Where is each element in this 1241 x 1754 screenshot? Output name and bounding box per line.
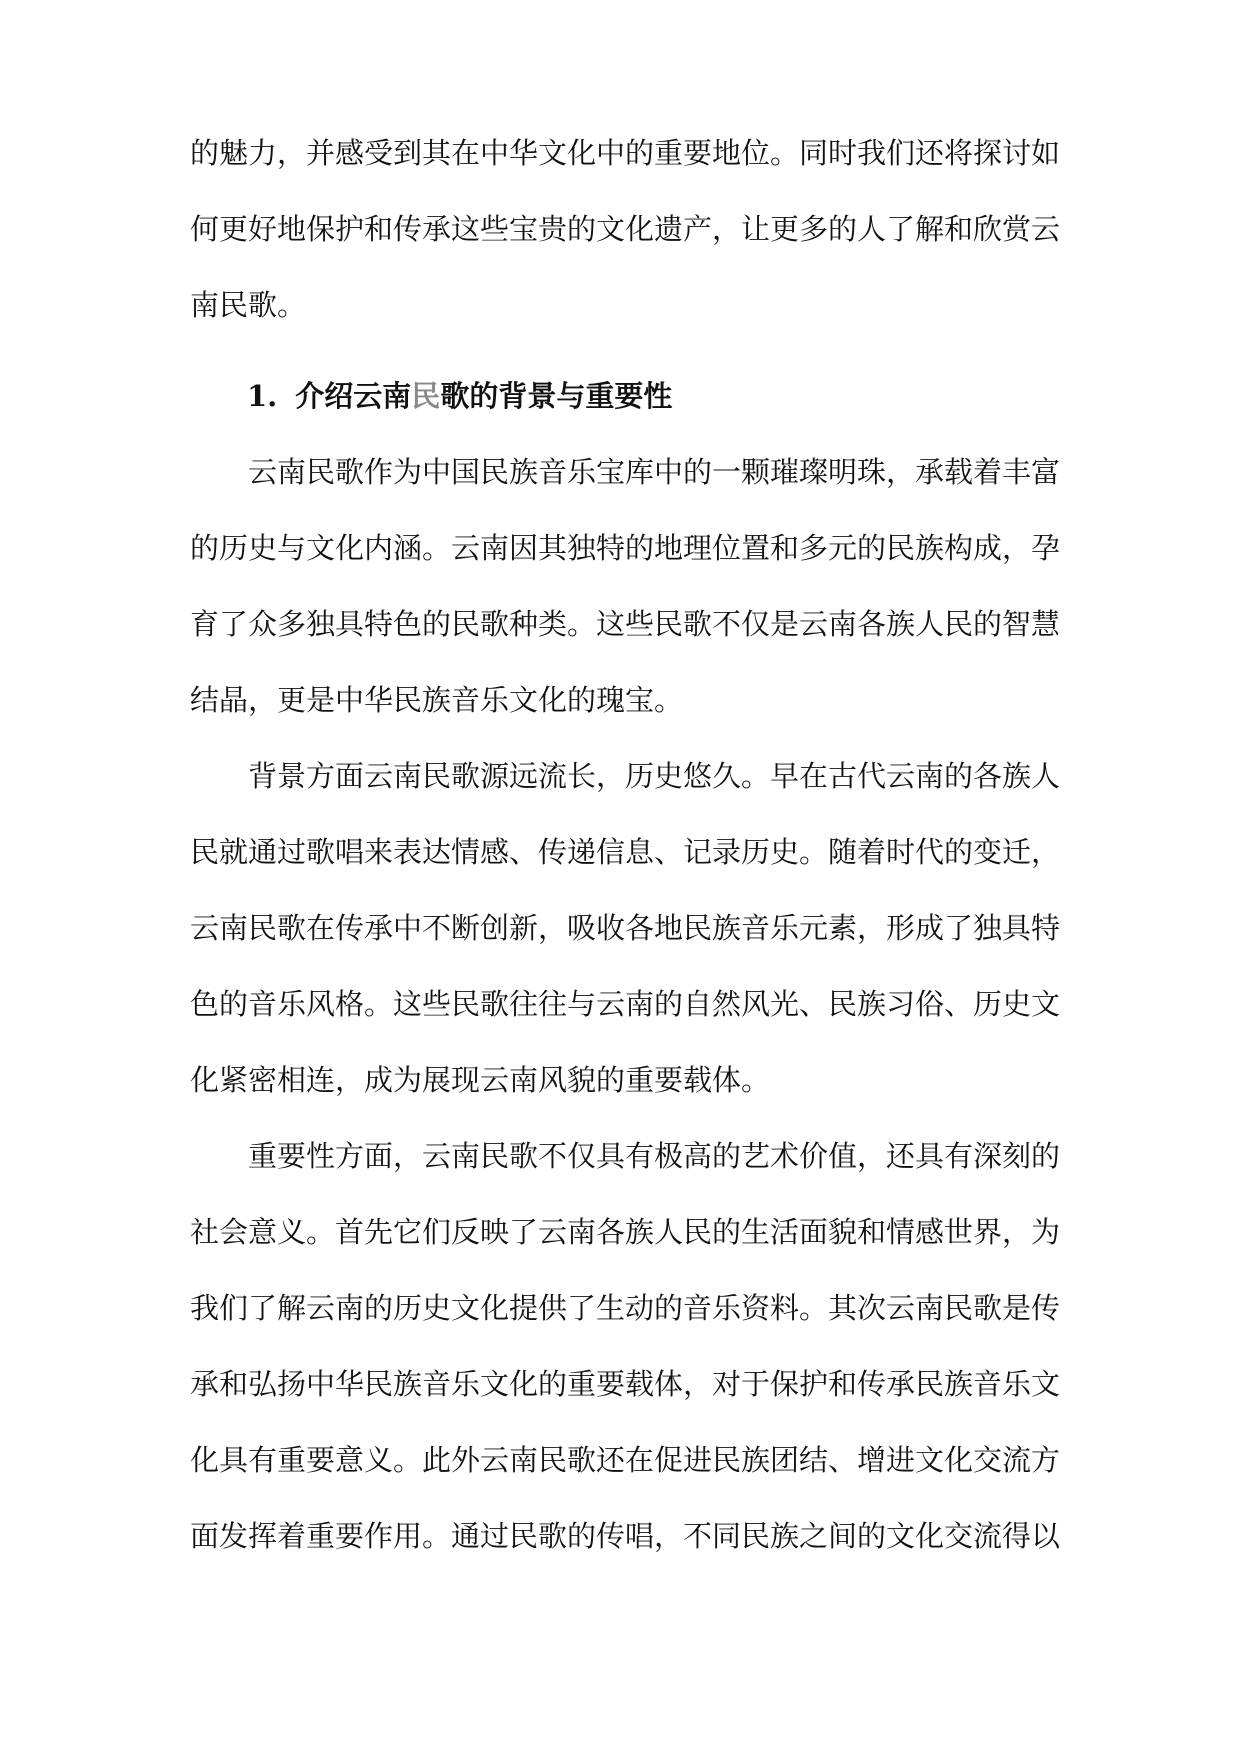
text-line: 社会意义。首先它们反映了云南各族人民的生活面貌和情感世界，为 (190, 1215, 1061, 1249)
text-line: 我们了解云南的历史文化提供了生动的音乐资料。其次云南民歌是传 (190, 1291, 1061, 1325)
text-line: 云南民歌作为中国民族音乐宝库中的一颗璀璨明珠，承载着丰富 (248, 455, 1061, 489)
heading-text-part: 歌的背景与重要性 (440, 379, 673, 413)
text-line: 化紧密相连，成为展现云南风貌的重要载体。 (190, 1063, 771, 1097)
section-heading (247, 378, 672, 414)
text-line: 何更好地保护和传承这些宝贵的文化遗产，让更多的人了解和欣赏云 (190, 212, 1061, 246)
text-line: 南民歌。 (190, 288, 307, 322)
text-line: 色的音乐风格。这些民歌往往与云南的自然风光、民族习俗、历史文 (190, 987, 1061, 1021)
text-line: 的魅力，并感受到其在中华文化中的重要地位。同时我们还将探讨如 (190, 136, 1061, 170)
text-line: 云南民歌在传承中不断创新，吸收各地民族音乐元素，形成了独具特 (190, 911, 1061, 945)
text-line: 面发挥着重要作用。通过民歌的传唱，不同民族之间的文化交流得以 (190, 1519, 1061, 1553)
text-line: 重要性方面，云南民歌不仅具有极高的艺术价值，还具有深刻的 (248, 1139, 1061, 1173)
text-line: 背景方面云南民歌源远流长，历史悠久。早在古代云南的各族人 (248, 759, 1061, 793)
heading-number: 1. (247, 379, 278, 413)
text-line: 的历史与文化内涵。云南因其独特的地理位置和多元的民族构成，孕 (190, 531, 1061, 565)
heading-text-part: 介绍云南 (295, 379, 412, 413)
text-line: 育了众多独具特色的民歌种类。这些民歌不仅是云南各族人民的智慧 (190, 607, 1061, 641)
text-line: 化具有重要意义。此外云南民歌还在促进民族团结、增进文化交流方 (190, 1443, 1061, 1477)
text-line: 结晶，更是中华民族音乐文化的瑰宝。 (190, 683, 684, 717)
text-line: 承和弘扬中华民族音乐文化的重要载体，对于保护和传承民族音乐文 (190, 1367, 1061, 1401)
heading-text-highlight: 民 (411, 379, 441, 413)
text-line: 民就通过歌唱来表达情感、传递信息、记录历史。随着时代的变迁， (190, 835, 1061, 869)
